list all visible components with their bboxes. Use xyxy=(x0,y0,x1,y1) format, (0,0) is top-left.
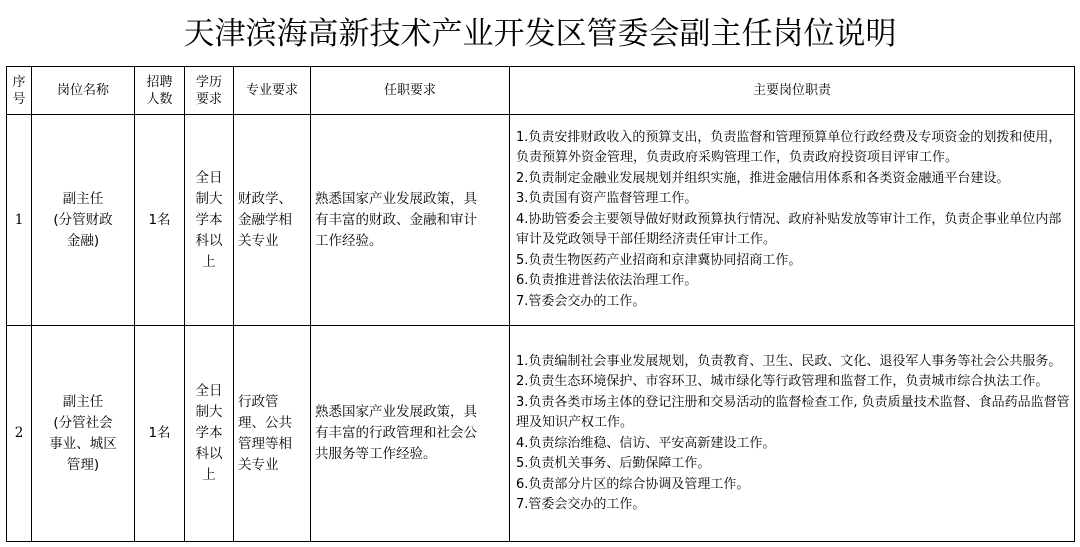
requirement-line: 有丰富的财政、金融和审计 xyxy=(315,211,477,228)
duty-item: 3.负责国有资产监督管理工作。 xyxy=(516,191,698,207)
page-title: 天津滨海高新技术产业开发区管委会副主任岗位说明 xyxy=(183,16,897,52)
major-line: 管理等相 xyxy=(238,435,292,452)
table-row xyxy=(7,326,1075,542)
requirement-line: 共服务等工作经验。 xyxy=(315,446,437,462)
duty-item: 1.负责安排财政收入的预算支出，负责监督和管理预算单位行政经费及专项资金的划拨和使用，负责预算外资金管理，负责政府采购管理工作，负责政府投资项目评审工作。 xyxy=(516,129,1062,166)
requirement-line: 工作经验。 xyxy=(315,232,383,249)
position-table xyxy=(6,66,1075,542)
education-line: 制大 xyxy=(195,404,223,420)
education-line: 全日 xyxy=(195,383,223,399)
duty-item: 5.负责生物医药产业招商和京津冀协同招商工作。 xyxy=(516,252,802,268)
position-line: (分管财政 xyxy=(53,211,113,228)
education-line: 全日 xyxy=(195,169,223,186)
education-line: 科以 xyxy=(195,446,223,462)
education-line: 上 xyxy=(202,467,216,483)
education-line: 学本 xyxy=(195,425,223,441)
position-line: 事业、城区 xyxy=(49,435,117,452)
cell-duties xyxy=(510,326,1075,542)
position-line: 副主任 xyxy=(62,393,104,410)
header-major: 专业要求 xyxy=(234,67,311,115)
cell-seq: 2 xyxy=(7,326,32,542)
table-row xyxy=(7,115,1075,326)
header-seq-line: 序 xyxy=(12,74,26,90)
cell-count: 1名 xyxy=(135,115,185,326)
position-line: (分管社会 xyxy=(53,414,113,431)
position-line: 管理) xyxy=(66,456,100,473)
education-line: 学本 xyxy=(195,211,223,228)
cell-education xyxy=(185,115,234,326)
duty-item: 4.负责综治维稳、信访、平安高新建设工作。 xyxy=(516,435,776,451)
requirement-line: 熟悉国家产业发展政策，具 xyxy=(315,404,477,420)
cell-education xyxy=(185,326,234,542)
education-line: 上 xyxy=(202,253,216,270)
major-line: 关专业 xyxy=(238,232,279,249)
education-line: 制大 xyxy=(195,190,223,207)
position-line: 金融) xyxy=(66,232,100,249)
major-line: 财政学、 xyxy=(238,190,292,207)
position-line: 副主任 xyxy=(62,190,104,207)
cell-count: 1名 xyxy=(135,326,185,542)
duty-item: 4.协助管委会主要领导做好财政预算执行情况、政府补贴发放等审计工作，负责企事业单位内部审计及党政领导干部任期经济责任审计工作。 xyxy=(516,211,1062,248)
duty-item: 1.负责编制社会事业发展规划，负责教育、卫生、民政、文化、退役军人事务等社会公共服务。 xyxy=(516,353,1062,369)
requirement-line: 有丰富的行政管理和社会公 xyxy=(315,425,477,441)
duty-item: 5.负责机关事务、后勤保障工作。 xyxy=(516,456,711,471)
header-position: 岗位名称 xyxy=(32,67,135,115)
header-recruit xyxy=(135,67,185,115)
duty-item: 6.负责推进普法依法治理工作。 xyxy=(516,273,698,289)
major-line: 理、公共 xyxy=(238,414,292,431)
cell-seq: 1 xyxy=(7,115,32,326)
header-edu-line: 要求 xyxy=(195,91,222,107)
cell-duties xyxy=(510,115,1075,326)
header-requirement: 任职要求 xyxy=(311,67,510,115)
header-row xyxy=(7,67,1075,115)
education-line: 科以 xyxy=(195,232,223,249)
major-line: 关专业 xyxy=(238,456,279,473)
header-education xyxy=(185,67,234,115)
cell-major xyxy=(234,326,311,542)
major-line: 行政管 xyxy=(238,393,279,410)
duty-item: 2.负责生态环境保护、市容环卫、城市绿化等行政管理和监督工作，负责城市综合执法工作。 xyxy=(516,374,1049,389)
header-seq xyxy=(7,67,32,115)
cell-position xyxy=(32,115,135,326)
header-duties: 主要岗位职责 xyxy=(510,67,1075,115)
cell-position xyxy=(32,326,135,542)
duty-item: 3.负责各类市场主体的登记注册和交易活动的监督检查工作, 负责质量技术监督、食品药品监督管理及知识产权工作。 xyxy=(516,394,1070,430)
header-seq-line: 号 xyxy=(12,91,26,107)
cell-major xyxy=(234,115,311,326)
duty-item: 2.负责制定金融业发展规划并组织实施，推进金融信用体系和各类资金融通平台建设。 xyxy=(516,170,1010,186)
header-recruit-line: 招聘 xyxy=(146,74,173,90)
cell-requirement xyxy=(311,115,510,326)
major-line: 金融学相 xyxy=(238,211,292,228)
cell-requirement xyxy=(311,326,510,542)
header-recruit-line: 人数 xyxy=(146,91,173,107)
duty-item: 6.负责部分片区的综合协调及管理工作。 xyxy=(516,476,750,492)
duty-item: 7.管委会交办的工作。 xyxy=(516,497,646,512)
header-edu-line: 学历 xyxy=(195,74,222,90)
duty-item: 7.管委会交办的工作。 xyxy=(516,293,646,309)
requirement-line: 熟悉国家产业发展政策，具 xyxy=(315,190,477,207)
